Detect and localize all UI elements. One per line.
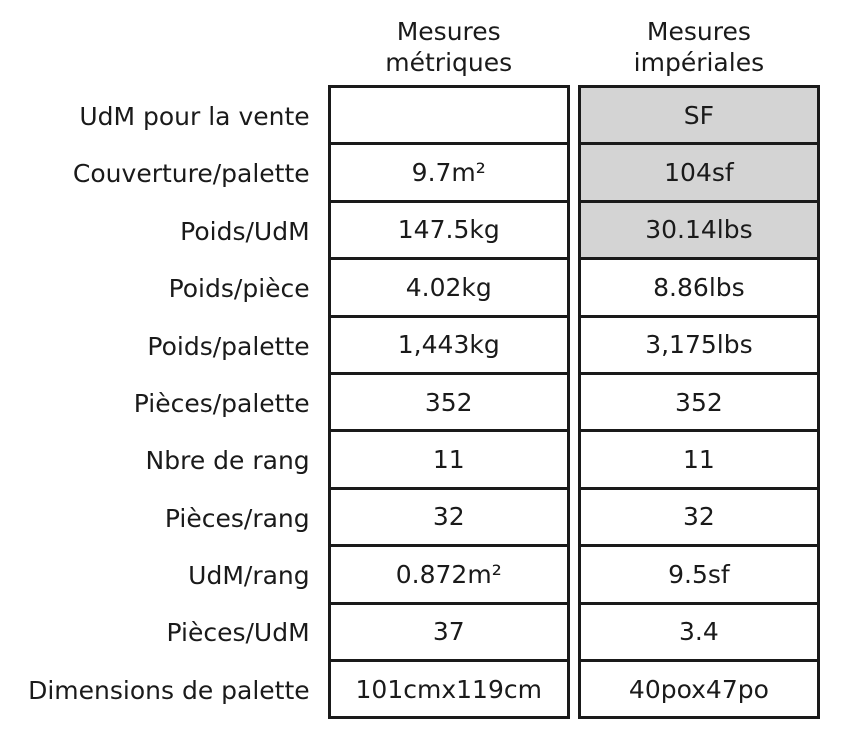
cell-metric: 32: [328, 487, 570, 547]
table-row: [8, 203, 820, 260]
table-row: [8, 432, 820, 489]
row-label: Pièces/UdM: [166, 618, 310, 648]
table-row: [8, 547, 820, 604]
row-label: Pièces/palette: [133, 388, 310, 418]
cell-imperial: 32: [578, 487, 820, 547]
cell-imperial: 8.86lbs: [578, 257, 820, 317]
row-label: Poids/pièce: [168, 274, 310, 304]
cell-imperial: 40pox47po: [578, 659, 820, 719]
cell-metric: 101cmx119cm: [328, 659, 570, 719]
cell-imperial: SF: [578, 85, 820, 145]
column-header-imperial-line1: Mesures: [646, 17, 751, 46]
column-header-imperial-line2: impériales: [633, 47, 765, 77]
cell-imperial: 11: [578, 429, 820, 489]
table-header-row: [8, 4, 820, 88]
row-label: Couverture/palette: [72, 159, 310, 189]
row-label: Poids/palette: [147, 331, 310, 361]
table-row: [8, 662, 820, 719]
cell-metric: 9.7m²: [328, 142, 570, 202]
row-label: Poids/UdM: [180, 216, 310, 246]
cell-metric: 37: [328, 602, 570, 662]
column-header-metric: [328, 17, 570, 88]
cell-metric: 352: [328, 372, 570, 432]
cell-metric: 0.872m²: [328, 544, 570, 604]
row-label: Pièces/rang: [164, 503, 310, 533]
row-label: UdM/rang: [188, 561, 310, 591]
cell-metric: 4.02kg: [328, 257, 570, 317]
cell-imperial: 3,175lbs: [578, 315, 820, 375]
cell-metric: 11: [328, 429, 570, 489]
table-row: [8, 375, 820, 432]
cell-imperial: 352: [578, 372, 820, 432]
cell-imperial: 3.4: [578, 602, 820, 662]
row-label: Nbre de rang: [145, 446, 310, 476]
cell-imperial: 30.14lbs: [578, 200, 820, 260]
row-label: UdM pour la vente: [79, 101, 310, 131]
column-header-imperial: [578, 17, 820, 88]
row-label: Dimensions de palette: [28, 675, 310, 705]
table-row: [8, 145, 820, 202]
cell-metric: [328, 85, 570, 145]
table-row: [8, 260, 820, 317]
column-header-metric-line1: Mesures: [396, 17, 501, 46]
table-row: [8, 605, 820, 662]
cell-imperial: 104sf: [578, 142, 820, 202]
table-row: [8, 490, 820, 547]
cell-imperial: 9.5sf: [578, 544, 820, 604]
cell-metric: 1,443kg: [328, 315, 570, 375]
cell-metric: 147.5kg: [328, 200, 570, 260]
column-header-metric-line2: métriques: [385, 47, 513, 77]
table-row: [8, 88, 820, 145]
table-row: [8, 318, 820, 375]
